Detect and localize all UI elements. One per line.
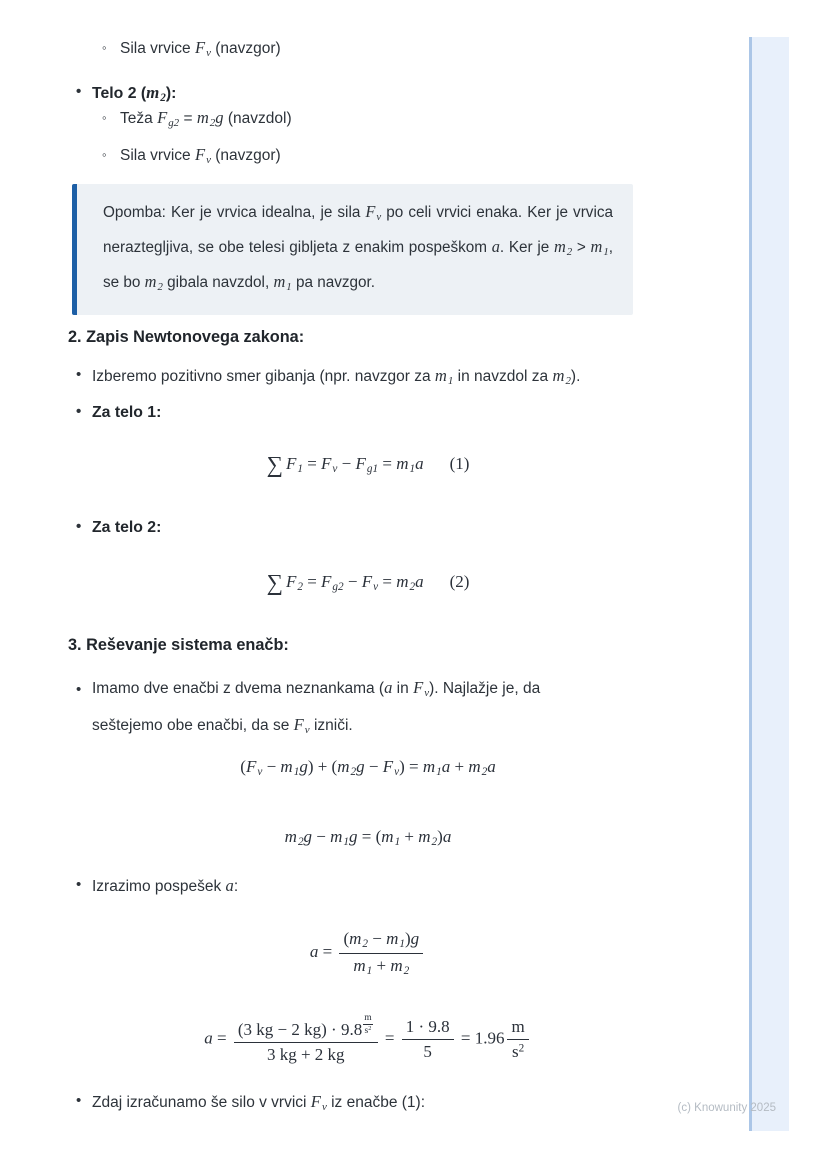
list-item-text: Imamo dve enačbi z dvema neznankama (a in Fv). Najlažje je, da seštejemo obe enačbi, da se Fv izniči. [92,678,541,737]
list-item-za-telo-2 [68,516,161,540]
list-item-text: Teža Fg2 = m2g (navzdol) [120,108,292,130]
list-item-text: Sila vrvice Fv (navzgor) [120,38,281,60]
circle-bullet-icon: ◦ [102,147,107,162]
list-item [68,1090,425,1119]
list-item-text: Za telo 2: [92,519,162,536]
section-2-heading: 2. Zapis Newtonovega zakona: [68,328,305,346]
watermark: (c) Knowunity 2025 [677,1102,776,1114]
list-item-text: Izrazimo pospešek a: [92,876,239,895]
list-item-text: Za telo 1: [92,404,162,421]
note-box [72,184,633,315]
bullet-icon: • [76,518,82,535]
bullet-icon: • [76,1092,82,1109]
list-item-text: Telo 2 (m2): [92,83,177,105]
list-item [68,106,292,135]
equation-1: ∑ F1 = Fv − Fg1 = m1a (1) [266,451,470,477]
list-item [68,874,238,899]
equation-2: ∑ F2 = Fg2 − Fv = m2a (2) [266,569,470,595]
bullet-icon: • [76,366,82,383]
list-item [68,143,281,172]
bullet-icon: • [76,681,82,698]
list-item [68,672,540,746]
note-text: Opomba: Ker je vrvica idealna, je sila Fv po celi vrvici enaka. Ker je vrvica neraztegljiva, se obe telesi gibljeta z enakim pospeškom a. Ker je m2 > m1, se bo m2 gibala navzdol, m1 pa navzgor. [103,202,613,294]
circle-bullet-icon: ◦ [102,110,107,125]
list-item-text: Sila vrvice Fv (navzgor) [120,145,281,167]
page-edge-strip [749,37,789,1131]
equation-sum: (Fv − m1g) + (m2g − Fv) = m1a + m2a [240,757,496,779]
equation-acceleration-formula: a = $\frac{(m2 - m1)g}{m1 + m2}$ [68,928,668,978]
bullet-icon: • [76,876,82,893]
equation-acceleration-numeric: a = (3 kg − 2 kg) · 9.8 $\frac{m}{s^2}$ 3 kg + 2 kg = $\frac{1 \cdot 9.8}{5}$ = 1.96 $\frac{m}{s^2}$ [68,1013,668,1066]
equation-simplified: m2g − m1g = (m1 + m2)a [284,827,452,849]
list-item-text: Izberemo pozitivno smer gibanja (npr. navzgor za m1 in navzdol za m2). [92,366,581,388]
section-3-heading: 3. Reševanje sistema enačb: [68,636,289,654]
bullet-icon: • [76,403,82,420]
list-item-za-telo-1 [68,401,161,425]
circle-bullet-icon: ◦ [102,40,107,55]
list-item [68,364,580,393]
list-item [68,36,281,65]
bullet-icon: • [76,83,82,100]
list-item-text: Zdaj izračunamo še silo v vrvici Fv iz enačbe (1): [92,1092,426,1114]
